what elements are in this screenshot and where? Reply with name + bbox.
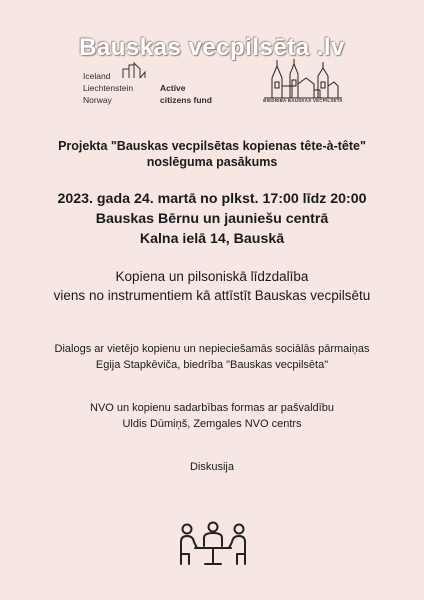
project-title: Projekta "Bauskas vecpilsētas kopienas tête-à-tête" <box>58 139 366 153</box>
talk-2-title: NVO un kopienu sadarbības formas ar pašvaldību <box>90 402 334 414</box>
event-date: 2023. gada 24. martā no plkst. 17:00 līdz 20:00 <box>57 191 367 207</box>
eea-mark-icon <box>121 61 147 79</box>
talk-1-speaker: Egija Stapkēviča, biedrība "Bauskas vecpilsēta" <box>95 359 329 371</box>
theme-line1: Kopiena un pilsoniskā līdzdalība <box>115 269 309 284</box>
project-subtitle: noslēguma pasākums <box>146 155 278 169</box>
event-address: Kalna ielā 14, Bauskā <box>139 231 285 247</box>
meeting-people-icon <box>177 518 249 566</box>
biedriba-caption: BIEDRĪBA BAUSKAS VECPILSĒTA <box>263 98 343 103</box>
theme-line2: viens no instrumentiem kā attīstīt Bauskas vecpilsētu <box>53 288 371 303</box>
eea-country-liechtenstein: Liechtenstein <box>83 83 134 93</box>
discussion-label: Diskusija <box>189 461 234 473</box>
talk-1-title: Dialogs ar vietējo kopienu un nepieciešamās sociālās pārmaiņas <box>54 343 370 355</box>
site-watermark: Bauskas vecpilsēta .lv <box>79 34 345 61</box>
event-venue: Bauskas Bērnu un jauniešu centrā <box>95 211 329 227</box>
talk-2-speaker: Uldis Dūmiņš, Zemgales NVO centrs <box>122 418 302 430</box>
eea-fund-line1: Active <box>160 83 186 93</box>
eea-country-iceland: Iceland <box>83 71 111 81</box>
eea-fund-line2: citizens fund <box>160 95 212 105</box>
eea-grants-logo <box>83 63 223 109</box>
eea-country-norway: Norway <box>83 95 112 105</box>
